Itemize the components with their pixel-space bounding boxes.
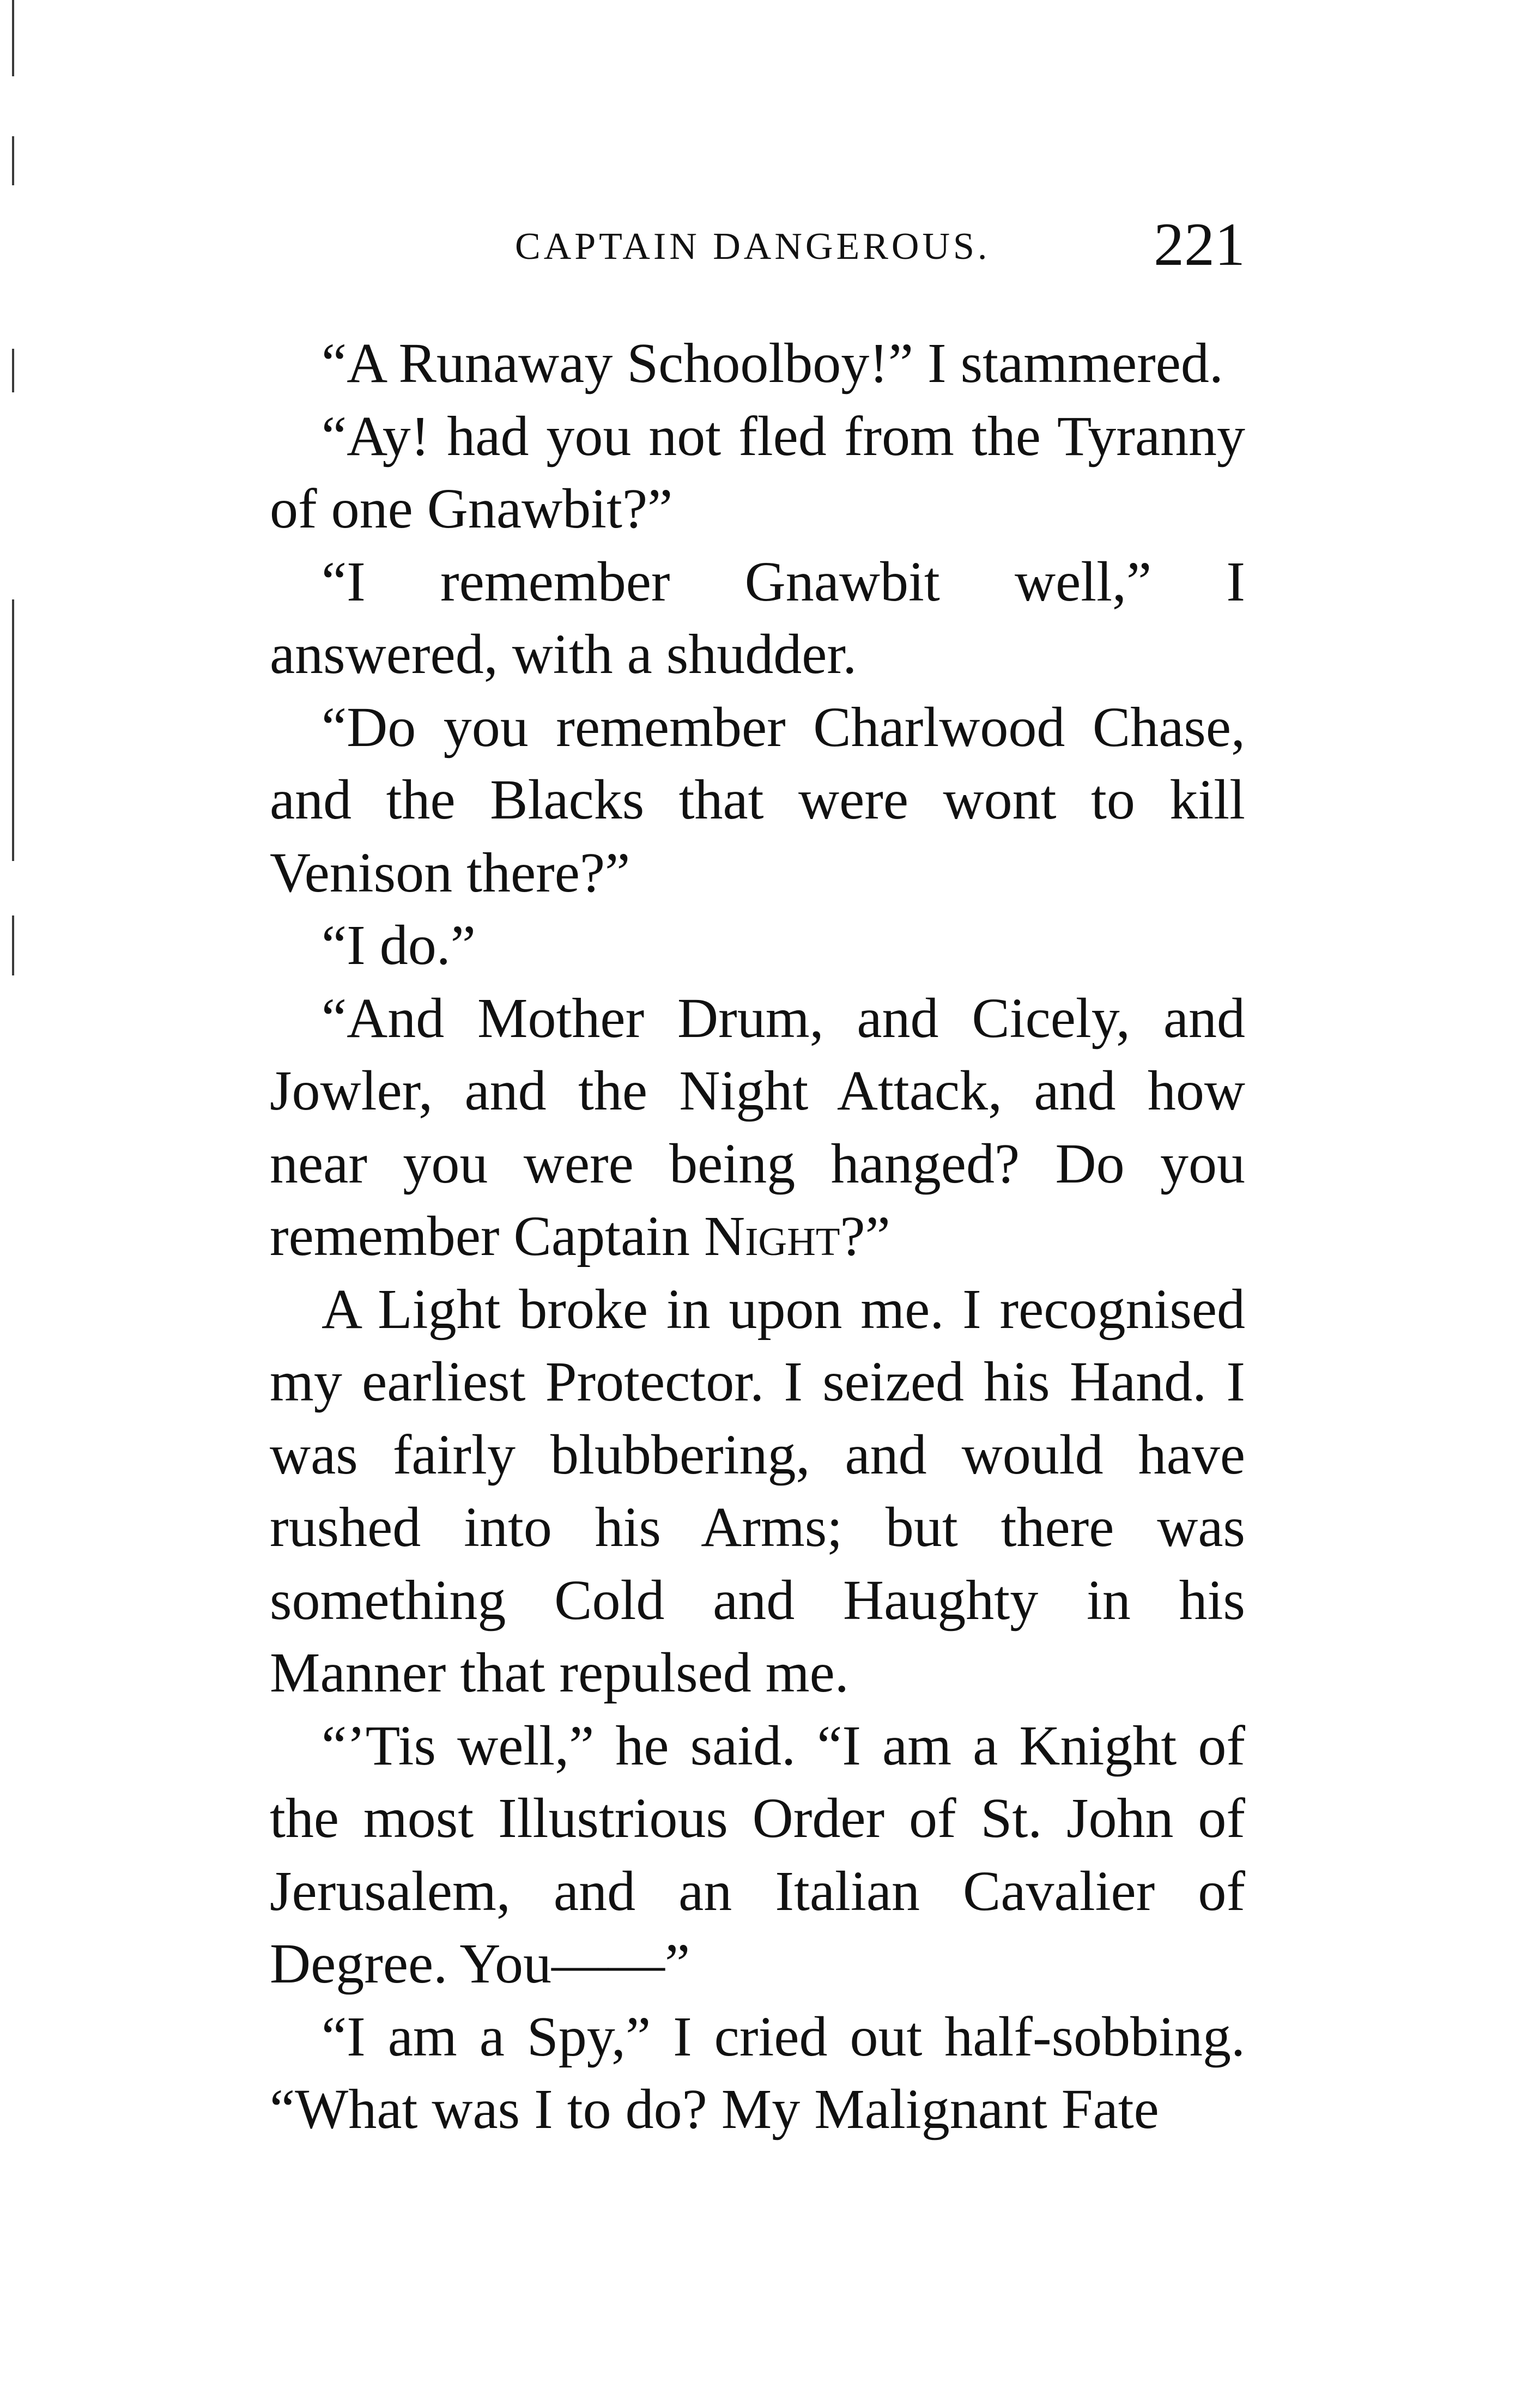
scan-edge-mark xyxy=(12,0,14,76)
scan-edge-mark xyxy=(12,915,14,975)
paragraph: “I am a Spy,” I cried out half-sobbing. “What was I to do? My Malignant Fate xyxy=(270,2005,1245,2141)
body-text xyxy=(270,327,1245,2146)
paragraph: A Light broke in upon me. I recognised my earliest Protector. I seized his Hand. I was fairly blubbering, and would have rushed into his Arms; but there was something Cold and Haughty in his Manner that repulsed me. xyxy=(270,1277,1245,1704)
small-caps-name: Night xyxy=(704,1205,840,1268)
paragraph: “I remember Gnawbit well,” I answered, with a shudder. xyxy=(270,550,1245,686)
paragraph: “I do.” xyxy=(322,914,476,977)
paragraph-text: ?” xyxy=(840,1205,890,1268)
scan-edge-mark xyxy=(12,349,14,392)
paragraph-text: “And Mother Drum, and Cicely, and Jowler, and the Night Attack, and how near you were being hanged? Do you remember Captain xyxy=(270,986,1245,1268)
paragraph: “Ay! had you not fled from the Tyranny of one Gnawbit?” xyxy=(270,404,1245,540)
scan-edge-mark xyxy=(12,599,14,861)
running-title: CAPTAIN DANGEROUS. xyxy=(515,226,991,268)
paragraph: “Do you remember Charlwood Chase, and the Blacks that were wont to kill Venison there?” xyxy=(270,695,1245,904)
paragraph: “’Tis well,” he said. “I am a Knight of the most Illustrious Order of St. John of Jerusalem, and an Italian Cavalier of Degree. You——” xyxy=(270,1714,1245,1995)
running-head xyxy=(270,210,1245,286)
scan-edge-mark xyxy=(12,136,14,185)
page-number: 221 xyxy=(1154,211,1245,278)
paragraph xyxy=(270,982,1245,1273)
paragraph: “A Runaway Schoolboy!” I stammered. xyxy=(322,332,1223,395)
